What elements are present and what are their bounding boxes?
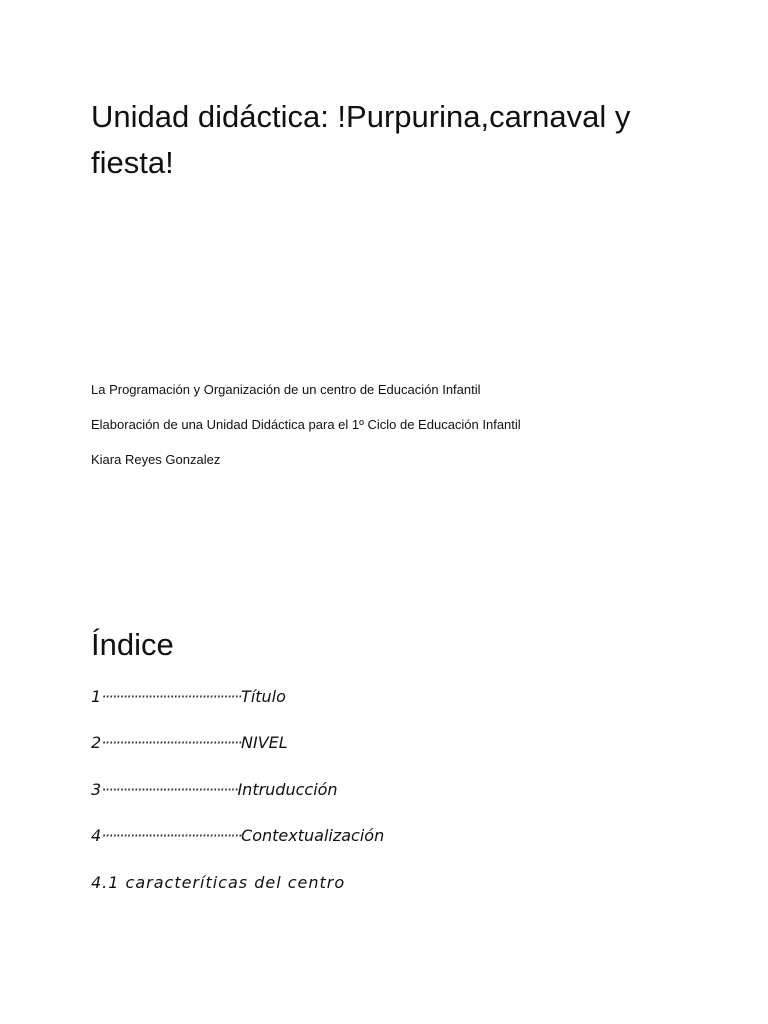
course-name: La Programación y Organización de un centro de Educación Infantil [91, 382, 481, 397]
toc-entry [91, 779, 338, 801]
document-title: Unidad didáctica: !Purpurina,carnaval y fiesta! [91, 99, 631, 180]
toc-entry-number: 1 [91, 687, 102, 706]
toc-entry-leader: ······································ [101, 780, 238, 799]
toc-entry [91, 686, 286, 708]
toc-entry-number: 3 [91, 780, 102, 799]
toc-entry-label: NIVEL [241, 733, 288, 752]
toc-entry-number: 4 [91, 826, 102, 845]
toc-entry-leader: ······································· [101, 826, 242, 845]
author-name: Kiara Reyes Gonzalez [91, 452, 221, 467]
toc-entry-label: Título [241, 687, 286, 706]
toc-entry [91, 732, 288, 754]
toc-subentry: 4.1 caracteríticas del centro [91, 873, 346, 892]
toc-entry-number: 2 [91, 733, 102, 752]
toc-entry-label: Intruducción [237, 780, 338, 799]
index-heading: Índice [91, 627, 174, 662]
toc-entry-leader: ······································· [101, 687, 242, 706]
toc-entry-label: Contextualización [241, 826, 385, 845]
assignment-description: Elaboración de una Unidad Didáctica para el 1º Ciclo de Educación Infantil [91, 417, 521, 432]
toc-entry [91, 825, 384, 847]
toc-entry-leader: ······································· [101, 733, 242, 752]
